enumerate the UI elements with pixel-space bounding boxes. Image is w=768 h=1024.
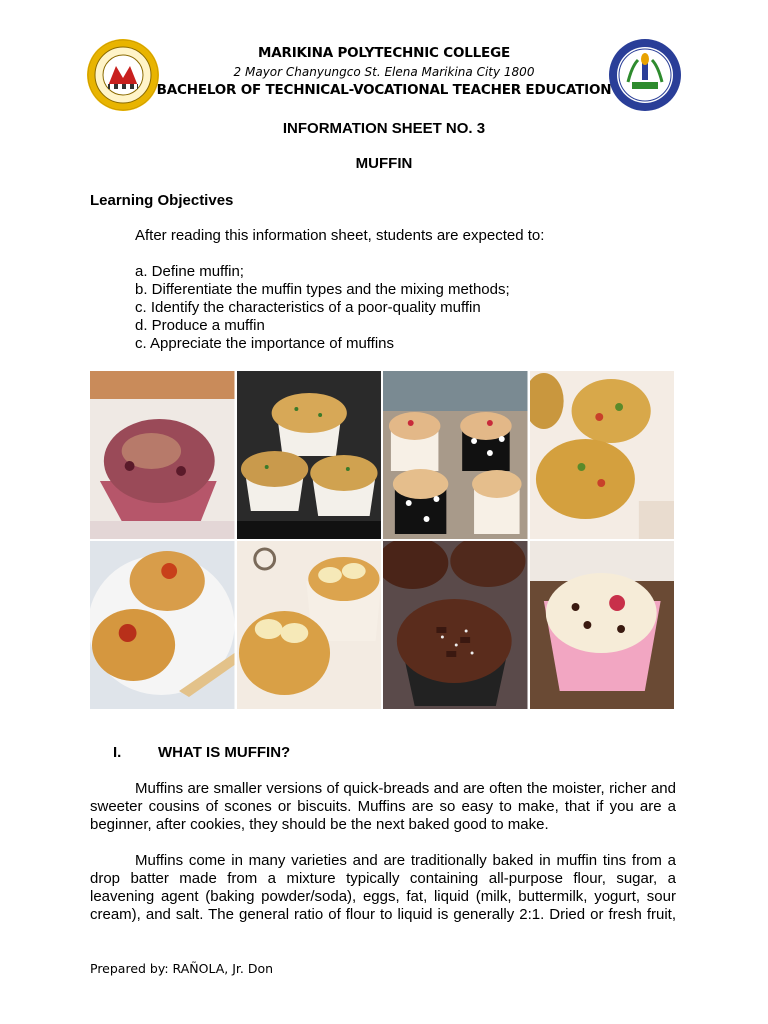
muffin-photo-7: [383, 541, 528, 709]
muffin-photo-3: [383, 371, 528, 539]
objectives-intro: After reading this information sheet, students are expected to:: [135, 227, 545, 244]
paragraph-line: cream), and salt. The general ratio of flour to liquid is generally 2:1. Dried or fresh fruit,: [90, 906, 676, 923]
objective-item: a. Define muffin;: [135, 263, 244, 280]
objectives-list: [135, 263, 510, 353]
muffin-photo-1: [90, 371, 235, 539]
paragraph-line: beginner, after cookies, they should be the next baked good to make.: [90, 816, 549, 833]
muffin-photo-8: [530, 541, 675, 709]
objective-item: d. Produce a muffin: [135, 317, 265, 334]
paragraph-1: [90, 780, 676, 834]
paragraph-line: drop batter made from a mixture typically containing all-purpose flour, sugar, a: [90, 870, 676, 887]
paragraph-2: [90, 852, 676, 924]
objective-item: b. Differentiate the muffin types and the mixing methods;: [135, 281, 510, 298]
college-address: 2 Mayor Chanyungco St. Elena Marikina City 1800: [233, 65, 535, 79]
sheet-subtitle: MUFFIN: [355, 155, 413, 172]
college-name: MARIKINA POLYTECHNIC COLLEGE: [258, 45, 510, 61]
section-number: I.: [113, 744, 122, 761]
program-name: BACHELOR OF TECHNICAL-VOCATIONAL TEACHER EDUCATION: [156, 82, 612, 98]
paragraph-line: leavening agent (baking powder/soda), eggs, fat, liquid (milk, buttermilk, yogurt, sour: [90, 888, 676, 905]
paragraph-line: sweeter cousins of scones or biscuits. Muffins are so easy to make, that if you are a: [90, 798, 676, 815]
sheet-title: INFORMATION SHEET NO. 3: [282, 120, 486, 137]
prepared-by-footer: Prepared by: RAÑOLA, Jr. Don: [90, 961, 274, 976]
muffin-photo-6: [237, 541, 382, 709]
learning-objectives-heading: Learning Objectives: [90, 192, 234, 209]
objective-item: c. Appreciate the importance of muffins: [135, 335, 395, 352]
paragraph-line: Muffins are smaller versions of quick-breads and are often the moister, richer and: [135, 780, 676, 797]
section-title: WHAT IS MUFFIN?: [158, 744, 291, 761]
muffin-photo-5: [90, 541, 235, 709]
muffin-photo-collage: [90, 371, 674, 709]
muffin-photo-2: [237, 371, 382, 539]
paragraph-line: Muffins come in many varieties and are traditionally baked in muffin tins from a: [135, 852, 676, 869]
objective-item: c. Identify the characteristics of a poor-quality muffin: [135, 299, 481, 316]
muffin-photo-4: [530, 371, 675, 539]
